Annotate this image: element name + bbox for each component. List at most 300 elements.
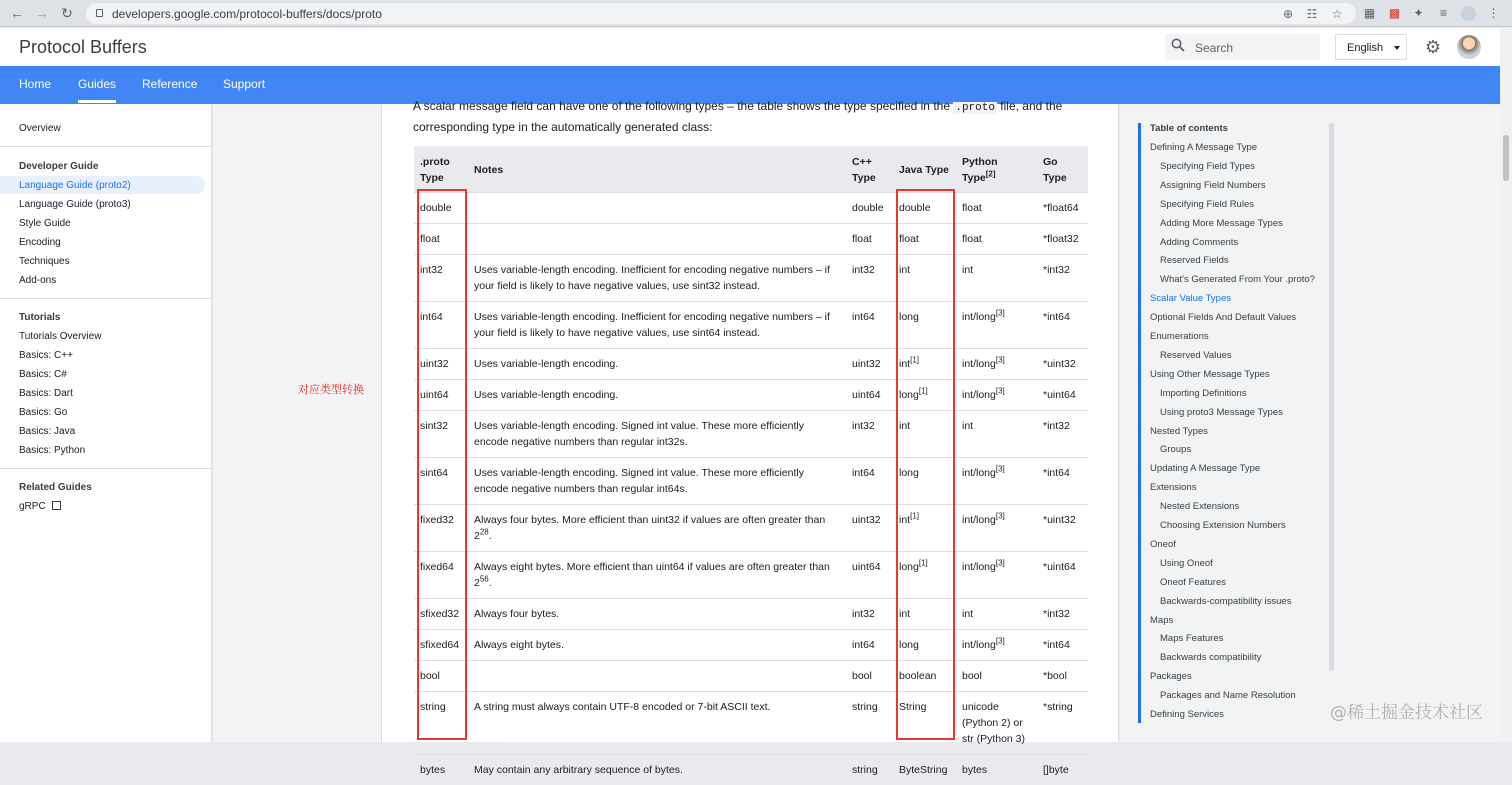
- footnote-link[interactable]: [1]: [919, 387, 928, 396]
- cell-text: *int32: [1043, 608, 1070, 620]
- cell-java-type: [893, 349, 956, 380]
- cell-text: int/long: [962, 561, 996, 573]
- cell-text: String: [899, 701, 926, 713]
- footnote-link[interactable]: [3]: [996, 637, 1005, 646]
- cell-text: *uint64: [1043, 389, 1076, 401]
- sidebar-item-style-guide[interactable]: Style Guide: [19, 218, 71, 229]
- cell-notes: [468, 255, 846, 302]
- toc-item[interactable]: Specifying Field Types: [1160, 161, 1255, 172]
- toc-item[interactable]: Assigning Field Numbers: [1160, 180, 1266, 191]
- cell-go-type: [1037, 380, 1088, 411]
- sidebar-heading-related-guides: Related Guides: [19, 482, 92, 493]
- cell-text: bool: [962, 670, 982, 682]
- toc-accent-bar: [1138, 123, 1141, 723]
- cell-proto-type: [414, 630, 468, 661]
- toc-item[interactable]: Maps: [1150, 615, 1173, 626]
- cell-text: May contain any arbitrary sequence of bytes.: [474, 764, 683, 776]
- cell-text: *bool: [1043, 670, 1067, 682]
- cell-python-type: [956, 302, 1037, 349]
- address-bar[interactable]: [86, 3, 1356, 24]
- cell-python-type: [956, 224, 1037, 255]
- table-row: [414, 552, 1088, 599]
- cell-text: int64: [852, 311, 875, 323]
- cell-text: *uint32: [1043, 358, 1076, 370]
- cell-python-type: [956, 458, 1037, 505]
- sidebar-item-basics-cpp[interactable]: Basics: C++: [19, 350, 73, 361]
- divider: [0, 146, 211, 147]
- header-text: Python: [962, 156, 998, 168]
- cell-go-type: [1037, 599, 1088, 630]
- cell-cpp-type: [846, 224, 893, 255]
- extension-grid-icon[interactable]: ▦: [1362, 6, 1377, 21]
- cell-text: Always four bytes.: [474, 608, 559, 620]
- cell-python-type: [956, 505, 1037, 552]
- table-row: [414, 661, 1088, 692]
- cell-go-type: [1037, 552, 1088, 599]
- cell-text: int: [899, 264, 910, 276]
- cell-python-type: [956, 755, 1037, 785]
- cell-text: int/long: [962, 467, 996, 479]
- cell-proto-type: [414, 552, 468, 599]
- cell-notes: [468, 661, 846, 692]
- reading-list-icon[interactable]: ≡: [1436, 6, 1451, 21]
- toc-item[interactable]: Using Oneof: [1160, 558, 1213, 569]
- reload-icon[interactable]: ↻: [58, 4, 76, 22]
- cell-java-type: [893, 661, 956, 692]
- cell-go-type: [1037, 692, 1088, 755]
- col-header-java-type: Java Type: [893, 146, 956, 193]
- cell-text: bool: [420, 670, 440, 682]
- cell-notes: [468, 458, 846, 505]
- cell-text: float: [962, 233, 982, 245]
- exponent: 56: [480, 575, 489, 584]
- cell-text: int: [899, 358, 910, 370]
- header-text: .proto: [420, 156, 450, 168]
- cell-text: float: [852, 233, 872, 245]
- toc-title: Table of contents: [1150, 123, 1228, 134]
- cell-java-type: [893, 599, 956, 630]
- cell-text: sfixed64: [420, 639, 459, 651]
- cell-text: sint64: [420, 467, 448, 479]
- intro-text: the corresponding type in the automatically generated class:: [413, 99, 1062, 134]
- cell-text: .: [489, 577, 492, 589]
- sidebar-item-techniques[interactable]: Techniques: [19, 256, 70, 267]
- toc-item[interactable]: Adding Comments: [1160, 237, 1238, 248]
- cell-notes: [468, 755, 846, 785]
- footnote-link[interactable]: [3]: [996, 356, 1005, 365]
- cell-python-type: [956, 692, 1037, 755]
- cell-go-type: [1037, 630, 1088, 661]
- cell-text: int/long: [962, 639, 996, 651]
- header-text: Type: [420, 172, 444, 184]
- scrollbar-thumb[interactable]: [1503, 135, 1509, 181]
- cell-proto-type: [414, 411, 468, 458]
- toc-item[interactable]: Nested Extensions: [1160, 501, 1239, 512]
- cell-python-type: [956, 552, 1037, 599]
- cell-text: int32: [852, 264, 875, 276]
- cell-go-type: [1037, 411, 1088, 458]
- translate-icon[interactable]: ☷: [1304, 6, 1320, 22]
- cell-cpp-type: [846, 193, 893, 224]
- intro-text: A scalar message field can have one of the following types – the table shows the type specified in the: [413, 99, 950, 113]
- annotation-text: 对应类型转换: [298, 381, 364, 397]
- cell-cpp-type: [846, 630, 893, 661]
- tab-home[interactable]: Home: [19, 77, 51, 91]
- cell-text: Always eight bytes.: [474, 639, 564, 651]
- cell-text: float: [899, 233, 919, 245]
- cell-proto-type: [414, 349, 468, 380]
- cell-text: []byte: [1043, 764, 1069, 776]
- table-row: [414, 505, 1088, 552]
- toc-item[interactable]: Oneof Features: [1160, 577, 1226, 588]
- cell-cpp-type: [846, 505, 893, 552]
- left-sidebar: [0, 104, 212, 742]
- cell-text: int64: [852, 639, 875, 651]
- footnote-link[interactable]: [3]: [996, 309, 1005, 318]
- table-row: [414, 755, 1088, 785]
- cell-cpp-type: [846, 411, 893, 458]
- intro-paragraph: [413, 97, 1083, 137]
- cell-text: fixed32: [420, 514, 454, 526]
- cell-text: double: [899, 202, 931, 214]
- cell-java-type: [893, 193, 956, 224]
- cell-text: int: [899, 420, 910, 432]
- cell-text: fixed64: [420, 561, 454, 573]
- sidebar-heading-developer-guide: Developer Guide: [19, 161, 98, 172]
- footnote-link[interactable]: [3]: [996, 387, 1005, 396]
- watermark: @稀土掘金技术社区: [1330, 698, 1483, 723]
- footnote-link[interactable]: [3]: [996, 465, 1005, 474]
- cell-text: Uses variable-length encoding. Inefficient for encoding negative numbers – if your field is likely to have negative values, use sint64 instead.: [474, 311, 830, 339]
- cell-text: Uses variable-length encoding.: [474, 358, 618, 370]
- cell-text: *int64: [1043, 639, 1070, 651]
- url-text: developers.google.com/protocol-buffers/docs/proto: [112, 7, 382, 21]
- cell-text: int32: [420, 264, 443, 276]
- cell-text: int: [962, 420, 973, 432]
- cell-java-type: [893, 302, 956, 349]
- toc-item[interactable]: Scalar Value Types: [1150, 293, 1231, 304]
- cell-text: int32: [852, 608, 875, 620]
- cell-text: long: [899, 389, 919, 401]
- table-row: [414, 411, 1088, 458]
- footnote-link[interactable]: [1]: [910, 512, 919, 521]
- install-icon[interactable]: ⊕: [1280, 6, 1296, 22]
- cell-text: unicode (Python 2) or str (Python 3): [962, 701, 1025, 745]
- cell-java-type: [893, 692, 956, 755]
- cell-text: int: [899, 514, 910, 526]
- cell-notes: [468, 692, 846, 755]
- toc-item[interactable]: Importing Definitions: [1160, 388, 1247, 399]
- sidebar-item-language-guide-proto2[interactable]: Language Guide (proto2): [19, 180, 131, 191]
- header-text: C++: [852, 156, 872, 168]
- footnote-link[interactable]: [3]: [996, 512, 1005, 521]
- cell-text: int64: [852, 467, 875, 479]
- cell-proto-type: [414, 255, 468, 302]
- external-link-icon: [52, 501, 61, 510]
- toc-item[interactable]: Using proto3 Message Types: [1160, 407, 1283, 418]
- col-header-cpp-type: [846, 146, 893, 193]
- content-gutter: [213, 104, 381, 742]
- cell-text: uint64: [852, 389, 881, 401]
- divider: [0, 298, 211, 299]
- col-header-go-type: [1037, 146, 1088, 193]
- cell-text: Uses variable-length encoding.: [474, 389, 618, 401]
- toc-item[interactable]: Backwards compatibility: [1160, 652, 1261, 663]
- cell-go-type: [1037, 661, 1088, 692]
- table-row: [414, 692, 1088, 755]
- cell-text: ByteString: [899, 764, 947, 776]
- cell-notes: [468, 349, 846, 380]
- toc-item[interactable]: Adding More Message Types: [1160, 218, 1283, 229]
- cell-cpp-type: [846, 302, 893, 349]
- avatar[interactable]: [1457, 35, 1481, 59]
- cell-python-type: [956, 193, 1037, 224]
- cell-proto-type: [414, 599, 468, 630]
- header-text: Go: [1043, 156, 1058, 168]
- site-header: [0, 28, 1500, 66]
- cell-java-type: [893, 755, 956, 785]
- cell-text: *int32: [1043, 264, 1070, 276]
- footnote-link[interactable]: [1]: [919, 559, 928, 568]
- header-text: Type: [852, 172, 876, 184]
- table-row: [414, 458, 1088, 505]
- cell-text: string: [420, 701, 446, 713]
- table-body: [414, 193, 1088, 785]
- footnote-link[interactable]: [2]: [986, 170, 996, 179]
- menu-dots-icon[interactable]: ⋮: [1486, 6, 1501, 21]
- lock-icon: [96, 9, 103, 17]
- footnote-link[interactable]: [1]: [910, 356, 919, 365]
- cell-text: *int64: [1043, 311, 1070, 323]
- toc-item[interactable]: Optional Fields And Default Values: [1150, 312, 1296, 323]
- cell-python-type: [956, 661, 1037, 692]
- cell-text: int/long: [962, 514, 996, 526]
- cell-text: *uint32: [1043, 514, 1076, 526]
- table-row: [414, 599, 1088, 630]
- cell-python-type: [956, 255, 1037, 302]
- toc-item[interactable]: Reserved Values: [1160, 350, 1232, 361]
- cell-text: int: [962, 264, 973, 276]
- sidebar-item-basics-java[interactable]: Basics: Java: [19, 426, 75, 437]
- cell-proto-type: [414, 302, 468, 349]
- site-title[interactable]: Protocol Buffers: [19, 37, 147, 58]
- cell-text: float: [420, 233, 440, 245]
- table-row: [414, 193, 1088, 224]
- cell-text: .: [489, 530, 492, 542]
- cell-text: boolean: [899, 670, 936, 682]
- cell-text: int: [962, 608, 973, 620]
- cell-proto-type: [414, 458, 468, 505]
- toc-item[interactable]: Specifying Field Rules: [1160, 199, 1254, 210]
- cell-python-type: [956, 349, 1037, 380]
- tab-guides[interactable]: Guides: [78, 77, 116, 103]
- cell-text: bytes: [962, 764, 987, 776]
- toc-item[interactable]: Groups: [1160, 444, 1191, 455]
- toc-item[interactable]: Updating A Message Type: [1150, 463, 1260, 474]
- header-text: Type: [962, 172, 986, 184]
- cell-proto-type: [414, 224, 468, 255]
- bookmark-star-icon[interactable]: ☆: [1329, 6, 1345, 22]
- cell-text: double: [420, 202, 452, 214]
- col-header-proto-type: [414, 146, 468, 193]
- intro-code: .proto: [953, 102, 997, 114]
- cell-go-type: [1037, 193, 1088, 224]
- scalar-types-table: [414, 146, 1088, 785]
- toc-item[interactable]: Reserved Fields: [1160, 255, 1229, 266]
- cell-go-type: [1037, 302, 1088, 349]
- sidebar-item-basics-csharp[interactable]: Basics: C#: [19, 369, 67, 380]
- toc-item[interactable]: Packages: [1150, 671, 1192, 682]
- exponent: 28: [480, 528, 489, 537]
- toc-item[interactable]: Defining A Message Type: [1150, 142, 1257, 153]
- gear-icon[interactable]: ⚙: [1423, 37, 1443, 57]
- cell-proto-type: [414, 505, 468, 552]
- toc-item[interactable]: Enumerations: [1150, 331, 1209, 342]
- cell-text: int/long: [962, 389, 996, 401]
- toc-item[interactable]: Using Other Message Types: [1150, 369, 1270, 380]
- cell-text: uint64: [852, 561, 881, 573]
- toc-item[interactable]: Oneof: [1150, 539, 1176, 550]
- sidebar-item-overview[interactable]: Overview: [19, 123, 61, 134]
- cell-go-type: [1037, 458, 1088, 505]
- cell-cpp-type: [846, 661, 893, 692]
- cell-java-type: [893, 552, 956, 599]
- table-row: [414, 630, 1088, 661]
- cell-java-type: [893, 458, 956, 505]
- toc-item[interactable]: Maps Features: [1160, 633, 1223, 644]
- cell-python-type: [956, 630, 1037, 661]
- sidebar-item-language-guide-proto3[interactable]: Language Guide (proto3): [19, 199, 131, 210]
- cell-text: long: [899, 467, 919, 479]
- toc-item[interactable]: What's Generated From Your .proto?: [1160, 274, 1315, 285]
- cell-notes: [468, 380, 846, 411]
- cell-notes: [468, 302, 846, 349]
- cell-text: long: [899, 311, 919, 323]
- divider: [0, 468, 211, 469]
- cell-java-type: [893, 224, 956, 255]
- cell-java-type: [893, 255, 956, 302]
- toc-item[interactable]: Choosing Extension Numbers: [1160, 520, 1286, 531]
- toc-item[interactable]: Backwards-compatibility issues: [1160, 596, 1291, 607]
- cell-proto-type: [414, 380, 468, 411]
- puzzle-icon[interactable]: ✦: [1411, 6, 1426, 21]
- cell-notes: [468, 630, 846, 661]
- chevron-down-icon: [1394, 46, 1400, 50]
- cell-text: A string must always contain UTF-8 encoded or 7-bit ASCII text.: [474, 701, 770, 713]
- sidebar-item-tutorials-overview[interactable]: Tutorials Overview: [19, 331, 101, 342]
- cell-go-type: [1037, 255, 1088, 302]
- extension-red-icon[interactable]: ▩: [1387, 6, 1402, 21]
- sidebar-item-encoding[interactable]: Encoding: [19, 237, 61, 248]
- cell-java-type: [893, 411, 956, 458]
- cell-cpp-type: [846, 755, 893, 785]
- table-of-contents: [1120, 104, 1500, 742]
- cell-java-type: [893, 630, 956, 661]
- cell-text: string: [852, 764, 878, 776]
- cell-text: Always four bytes. More efficient than uint32 if values are often greater than 2: [474, 514, 825, 542]
- cell-notes: [468, 224, 846, 255]
- table-header-row: [414, 146, 1088, 193]
- cell-go-type: [1037, 505, 1088, 552]
- cell-text: uint32: [852, 514, 881, 526]
- table-row: [414, 380, 1088, 411]
- cell-proto-type: [414, 661, 468, 692]
- toc-scrollbar[interactable]: [1329, 123, 1334, 671]
- sidebar-item-grpc[interactable]: [19, 501, 61, 512]
- cell-proto-type: [414, 692, 468, 755]
- table-row: [414, 302, 1088, 349]
- toc-item[interactable]: Nested Types: [1150, 426, 1208, 437]
- cell-text: bytes: [420, 764, 445, 776]
- cell-proto-type: [414, 755, 468, 785]
- cell-notes: [468, 411, 846, 458]
- intro-text: file, and: [1000, 99, 1042, 113]
- cell-text: *float64: [1043, 202, 1079, 214]
- cell-text: *string: [1043, 701, 1073, 713]
- toc-item[interactable]: Defining Services: [1150, 709, 1224, 720]
- cell-text: uint32: [420, 358, 449, 370]
- tab-support[interactable]: Support: [223, 77, 265, 91]
- col-header-python-type: [956, 146, 1037, 193]
- toc-item[interactable]: Packages and Name Resolution: [1160, 690, 1296, 701]
- cell-notes: [468, 599, 846, 630]
- cell-text: string: [852, 701, 878, 713]
- language-select[interactable]: [1335, 34, 1407, 60]
- tab-reference[interactable]: Reference: [142, 77, 197, 91]
- cell-text: Uses variable-length encoding. Signed int value. These more efficiently encode negative numbers than regular int32s.: [474, 420, 804, 448]
- cell-java-type: [893, 380, 956, 411]
- cell-text: *uint64: [1043, 561, 1076, 573]
- cell-text: *int32: [1043, 420, 1070, 432]
- search-icon: [1171, 38, 1185, 52]
- cell-python-type: [956, 411, 1037, 458]
- sidebar-item-basics-python[interactable]: Basics: Python: [19, 445, 85, 456]
- cell-cpp-type: [846, 458, 893, 505]
- cell-text: double: [852, 202, 884, 214]
- cell-cpp-type: [846, 255, 893, 302]
- browser-toolbar: [0, 0, 1512, 27]
- cell-go-type: [1037, 224, 1088, 255]
- cell-notes: [468, 505, 846, 552]
- cell-cpp-type: [846, 349, 893, 380]
- toc-item[interactable]: Extensions: [1150, 482, 1196, 493]
- sidebar-heading-tutorials: Tutorials: [19, 312, 60, 323]
- sidebar-item-label: gRPC: [19, 501, 46, 512]
- table-row: [414, 224, 1088, 255]
- cell-python-type: [956, 599, 1037, 630]
- profile-icon[interactable]: [1461, 6, 1476, 21]
- page-scrollbar[interactable]: [1500, 28, 1512, 742]
- back-icon[interactable]: ←: [8, 4, 26, 22]
- header-text: Type: [1043, 172, 1067, 184]
- sidebar-item-basics-go[interactable]: Basics: Go: [19, 407, 67, 418]
- cell-cpp-type: [846, 380, 893, 411]
- cell-text: *int64: [1043, 467, 1070, 479]
- search-box[interactable]: [1165, 34, 1320, 60]
- cell-text: int64: [420, 311, 443, 323]
- sidebar-item-basics-dart[interactable]: Basics: Dart: [19, 388, 73, 399]
- cell-text: int/long: [962, 358, 996, 370]
- forward-icon[interactable]: →: [33, 4, 51, 22]
- col-header-notes: Notes: [468, 146, 846, 193]
- cell-text: float: [962, 202, 982, 214]
- cell-text: long: [899, 561, 919, 573]
- cell-java-type: [893, 505, 956, 552]
- footnote-link[interactable]: [3]: [996, 559, 1005, 568]
- cell-text: Uses variable-length encoding. Signed int value. These more efficiently encode negative numbers than regular int64s.: [474, 467, 804, 495]
- cell-cpp-type: [846, 552, 893, 599]
- sidebar-item-add-ons[interactable]: Add-ons: [19, 275, 56, 286]
